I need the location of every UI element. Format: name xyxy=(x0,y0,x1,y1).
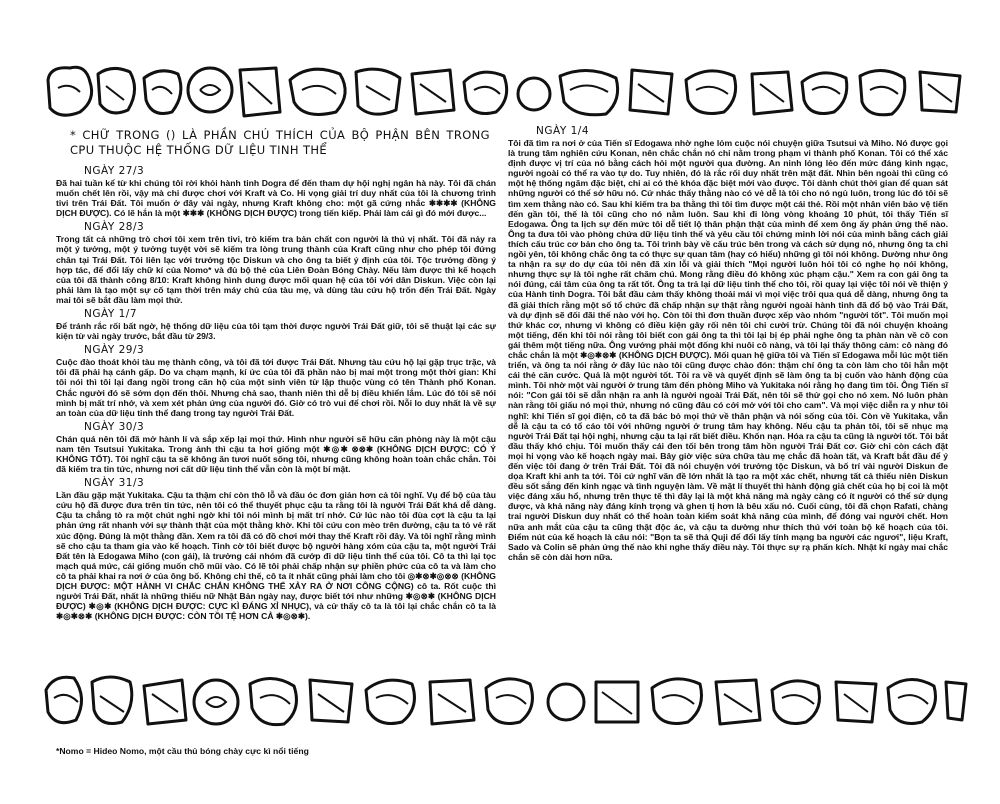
entry-text: Chán quá nên tôi đã mở hành lí và sắp xếp lại mọi thứ. Hình như người sẽ hữu căn phòng này là một cậu nam tên Tsutsui Yukitaka. Trong ảnh thì cậu ta hơi giống một ✱◎✱ ⊗⊗✱ (KHÔNG DỊCH ĐƯỢC: CÓ Ý KHÔNG TỐT). Tôi nghĩ cậu ta sẽ không ăn tươi nuốt sống tôi, nhưng cũng không hoàn toàn chắc chắn. Tôi đã kiếm tra tin tức, nhưng nơi cất dữ liệu tinh thể vẫn còn là một bí mật. xyxy=(56,433,496,475)
diary-entry xyxy=(56,345,496,418)
top-alien-script-banner xyxy=(40,60,975,126)
diary-entry xyxy=(56,166,496,218)
entry-date: NGÀY 30/3 xyxy=(84,420,145,433)
diary-entry xyxy=(508,126,948,562)
diary-entry xyxy=(56,309,496,341)
footnote: *Nomo = Hideo Nomo, một cầu thủ bóng chày cực kì nổi tiếng xyxy=(56,746,309,756)
entry-text: Lần đầu gặp mặt Yukitaka. Cậu ta thậm chí còn thô lỗ và đầu óc đơn giản hơn cả tôi nghĩ. Vụ để bộ của tàu cứu hộ đã được đưa trên tin tức, nên tôi có thể thuyết phục cậu ta rằng tôi là người Trái Đất khá dễ dàng. Cậu ta chẳng tò ra một chút nghi ngờ khi tôi nói mình bị mất trí nhớ. Cứ lúc nào tôi đùa cợt là cậu ta lại phản ứng rất nhanh với sự thành thật của một thằng khờ. Khi tôi cứu con mèo trên đường, cậu ta tỏ vẻ rất xúc động. Đúng là một thằng đần. Xem ra tôi đã có đồ chơi mới thay thế Kraft rồi đây. Và tôi nghĩ rằng mình sẽ cho cậu ta tham gia vào kế hoạch. Tinh cờ tôi biết được bộ người hàng xóm của cậu ta, một người Trái Đất tên là Edogawa Miho (con gái), là trưởng cái nhóm đã cướp đi dữ liệu tinh thể của tôi. Cô ta thì lại tọc mạch quá mức, cái giống muốn chõ mũi vào. Có lẽ tôi phải chấp nhận sự phiền phức của cô ta và làm cho cô ta phải khai ra nơi ở của ông bố. Không chỉ thế, cô ta ít nhất cũng phải làm cho tôi ◎✱⊗✱◎⊗⊗ (KHÔNG DỊCH ĐƯỢC: MỘT HÀNH VI CHẮC CHẮN KHÔNG THỂ XẢY RA Ở NƠI CÔNG CỘNG) cô ta. Rốt cuộc thì người Trái Đất, nhất là những thiếu nữ Nhật Bản ngày nay, được biết tới như những ✱◎⊗✱ (KHÔNG DỊCH ĐƯỢC) ✱◎✱ (KHÔNG DỊCH ĐƯỢC: CỰC KÌ ĐÁNG XỈ NHỤC), và cử thấy cô ta là tôi lại chắc chắn cô ta là ✱◎✱⊗✱ (KHÔNG DỊCH ĐƯỢC: CÒN TỒI TỆ HƠN CẢ ✱◎⊗✱). xyxy=(56,490,496,622)
diary-entry xyxy=(56,222,496,305)
entry-text: Để tránh rắc rối bất ngờ, hệ thống dữ liệu của tôi tạm thời được người Trái Đất giữ, tôi sẽ thuật lại các sự kiện từ vài ngày trước, bắt đầu từ 29/3. xyxy=(56,321,496,342)
diary-entry xyxy=(56,478,496,621)
entry-date: NGÀY 28/3 xyxy=(84,221,145,234)
top-banner-art xyxy=(40,60,975,126)
bottom-banner-art xyxy=(40,668,975,736)
header-note: * CHỮ TRONG () LÀ PHẦN CHÚ THÍCH CỦA BỘ PHẬN BÊN TRONG CPU THUỘC HỆ THỐNG DỮ LIỆU TINH THỂ xyxy=(70,128,490,157)
entry-date: NGÀY 29/3 xyxy=(84,344,145,357)
entry-date: NGÀY 27/3 xyxy=(84,165,145,177)
right-column xyxy=(508,122,948,562)
entry-text: Trong tất cả những trò chơi tôi xem trên tivi, trò kiếm tra bản chất con người là thú vị nhất. Tôi đã nảy ra một ý tưởng, một ý tưởng tuyệt vời sẽ kiếm tra lòng trung thành của Kraft cũng như cho phép tôi đứng chân tại Trái Đất. Tôi liên lạc với trưởng tộc Diskun và cho ông ta biết ý định của tôi. Tộc trưởng đồng ý hợp tác, để đổi lấy chữ kí của Nomo* và đủ bộ thẻ của Liên Đoàn Bóng Chày. Nếu làm được thì kế hoạch của tôi đã thành công 8/10: Kraft không hình dung được mối quan hệ của tôi với dân Diskun. Việc còn lại phải làm là tạo một sự cố tạm thời trên máy chủ của tàu mẹ, và dùng tàu cứu hộ trốn đến Trái Đất. Ngày mai tôi sẽ bắt đầu làm mọi thứ. xyxy=(56,234,496,305)
entry-date: NGÀY 1/4 xyxy=(536,125,590,137)
entry-text: Đã hai tuần kể từ khi chúng tôi rời khỏi hành tinh Dogra để đến tham dự hội nghị ngân hà này. Tôi đã chán muốn chết lên rồi, vậy mà chỉ được chơi với Kraft và Co. Hi vọng giải trí duy nhất của tôi là chương trình tivi trên Trái Đất. Tôi muốn ở đây vài ngày, nhưng Kraft không cho: một gã cứng nhắc ✱✱✱✱ (KHÔNG DỊCH ĐƯỢC). Có lẽ hắn là một ✱✱✱ (KHÔNG DỊCH ĐƯỢC) trong tiến kiếp. Phải làm cái gì đó mới được... xyxy=(56,178,496,219)
entry-date: NGÀY 1/7 xyxy=(84,308,138,321)
entry-text: Cuộc đào thoát khỏi tàu mẹ thành công, và tôi đã tới được Trái Đất. Nhưng tàu cứu hộ lại gặp trục trặc, và tôi đã phải hạ cánh gấp. Do va chạm mạnh, kí ức của tôi đã phần nào bị mai một trong một thời gian: Khi tôi nói thì tôi lại đang ngồi trong căn hộ của một sinh viên từ lập thuộc vùng có tên Thành phố Konan. Chắc người đó sẽ sớm dọn đến thôi. Nhưng chả sao, thanh niên thì dễ bị điều khiển lắm. Lúc đó tôi sẽ nói mình bị mất trí nhớ, và xem xét phản ứng của người đó. Giờ có trò vui để chơi rồi. Nỗi lo duy nhất là về sự an toàn của dữ liệu tinh thể đang trong tay người Trái Đất. xyxy=(56,357,496,418)
entry-date: NGÀY 31/3 xyxy=(84,477,145,490)
left-column xyxy=(56,128,496,621)
bottom-alien-script-banner xyxy=(40,668,975,736)
diary-entry xyxy=(56,422,496,474)
entry-text: Tôi đã tìm ra nơi ở của Tiến sĩ Edogawa nhờ nghe lỏm cuộc nói chuyện giữa Tsutsui và Miho. Nó được gọi là trung tâm nghiên cứu Konan, nên chắc chắn nó chỉ nằm trong phạm vi thành phố Konan. Tôi có thể xác định được vị trí của nó bằng cách hỏi một người qua đường. An ninh lỏng lẻo đến mức đáng kinh ngạc, người ngoài có thể ra vào tự do. Tuy nhiên, đó là rắc rối duy nhất trên mặt đất. Nhìn bên ngoài thì cũng có một hệ thống ngăm đặc biệt, chỉ ai có thẻ khóa đặc biệt mới vào được. Tôi dành chút thời gian để quan sát những người có thể sở hữu nó. Cứ nhác thấy thằng nào có vẻ dễ là tôi cho nó ngủ luôn, trong lúc đó tôi sẽ tìm xem thằng nào có. Sau khi kiếm tra ba thằng thì tôi tìm được một cái thẻ. Rồi một nhân viên bảo vệ tiến đến gần tôi, thế là tôi cũng cho nó nằm luôn. Sau khi đi lòng vòng khoảng 10 phút, tôi thấy Tiến sĩ Edogawa. Ông ta lịch sự đến mức tôi dễ tiết lộ thân phận thật của mình để xem ông ấy phản ứng thế nào. Ông ta đưa tôi vào phòng chứa dữ liệu tinh thể và yêu cầu tôi chứng minh lời nói của mình bằng cách giải thích cấu trúc cơ bản cho ông ta. Tôi trình bày về cấu trúc bên trong và cách sử dụng nó, nhưng ông ta chỉ ngồi yên, tôi không chắc ông ta có thực sự quan tâm (hay có hiểu) những gì tôi nói không. Dường như ông ta nhận ra sự do dự của tôi nên đã xin lỗi và giải thích "Mọi người luôn hỏi tôi có nghe họ nói không, nhưng thực sự là tôi nghe rất chăm chú. Mong rằng điều đó không xúc phạm cậu." Xem ra con gái ông ta nói đúng, cái tâm của ông ta rất tốt. Ông ta trả lại dữ liệu tinh thể cho tôi, rồi quay lại việc tôi nói về thiện ý của Hành tinh Dogra. Tôi bắt đầu cảm thấy không thoải mái vì mọi việc trôi qua quá dễ dàng, nhưng ông ta đã giải thích rằng một số tổ chức đã chấp nhận sự thật rằng người ngoài hành tinh đã đổ bộ vào Trái Đất, và dự định sẽ đối đãi thế nào với họ. Còn tôi thì đơn thuần được xếp vào nhóm "người tốt". Tôi muốn mọi thứ khác cơ, nhưng vì không có điều kiện gây rối nên tôi chỉ cười trừ. Chúng tôi đã nói chuyện khoảng một tiếng, đến khi tôi nói rằng tôi biết con gái ông ta thì tôi lại bị ép phải nghe ông ta phàn nàn về cô con gái thêm một tiếng nữa. Ông vướng phải một đống khi nuôi cô nàng, và tôi lại thấy thông cảm: cô nàng đó chắc chắn là một ✱◎✱⊗✱ (KHÔNG DỊCH ĐƯỢC). Mối quan hệ giữa tôi và Tiến sĩ Edogawa mỗi lúc một tiến triển, và ông ta nói rằng ở đây lúc nào tôi cũng được chào đón: thậm chí ông ta còn làm cho tôi hẳn một cái thẻ căn cước. Quả là một người tốt. Tôi ra về và quyết định sẽ làm ông ta bị cuốn vào hành động của mình. Tôi nhờ một vài người ở trung tâm đến phòng Miho và Yukitaka nói rằng họ đang tìm tôi. Ông Tiến sĩ nói: "Con gái tôi sẽ dẫn nhận ra anh là người ngoài Trái Đất, nên tôi sẽ thử gọi cho nó xem. Nó luôn phàn nàn rằng tôi giấu nó mọi thứ, nhưng nó cũng đâu có cởi mở với tôi cho cam". Và mọi việc diễn ra y như tôi nghĩ: khi Tiến sĩ gọi điện, cô ta đã bác bỏ mọi thứ về thân phận và nói sống của tôi. Còn về Yukitaka, vẫn dễ là cậu ta có tổ cáo tôi với những người ở trung tâm hay không. Nếu cậu ta phản tôi, tôi sẽ nhục mạ người Trái Đất tại hội nghị, nhưng cậu ta lại rất biết điều. Khốn nạn. Hóa ra cậu ta cũng là người tốt. Tôi bắt đầu thấy khó chịu. Tôi muốn thấy cái đen tối bên trong tâm hồn người Trái Đất cơ. Giờ chỉ còn cách đặt mọi hi vọng vào kế hoạch ngày mai. Bây giờ việc sửa chữa tàu mẹ chắc đã hoàn tất, và Kraft bắt đầu để ý đến việc tôi đang ở trên Trái Đất. Tôi đã nói chuyện với trưởng tộc Diskun, và bố trí vài người Diskun đe dọa Kraft khi anh ta tới. Tôi cứ nghĩ văn đề lớn nhất là tạo ra một xác chết, nhưng tất cả thiếu niên Diskun đều sốt sắng đến kinh ngạc và tình nguyện làm. Về mặt lí thuyết thì hành động giả chết của họ bị coi là một việc đáng xấu hổ, nhưng trên thực tế thì đây lại là một khả năng mà ngày càng có ít người có thể sử dụng được, và khả năng này đáng kính trọng và ghen tị hơn là bêu xấu nó. Cuối cùng, tôi đã chọn Rafati, chàng trai người Diskun duy nhất có thể hoàn toàn kiểm soát khả năng của mình, để đóng vai người chết. Hơn nữa anh mắt của cậu ta cũng thật độc ác, và cậu ta dường như thích thú với toàn bộ kế hoạch của tôi. Điểm nút của kế hoạch là câu nói: "Bọn ta sẽ thả Quji để đổi lấy tính mạng ba người các ngươi", liệu Kraft, Sado và Colin sẽ phản ứng thế nào khi nghe thấy điều này. Tôi thực sự rạ phấn kích. Nhật kí ngày mai chắc chắn sẽ còn dài hơn nữa. xyxy=(508,138,948,562)
